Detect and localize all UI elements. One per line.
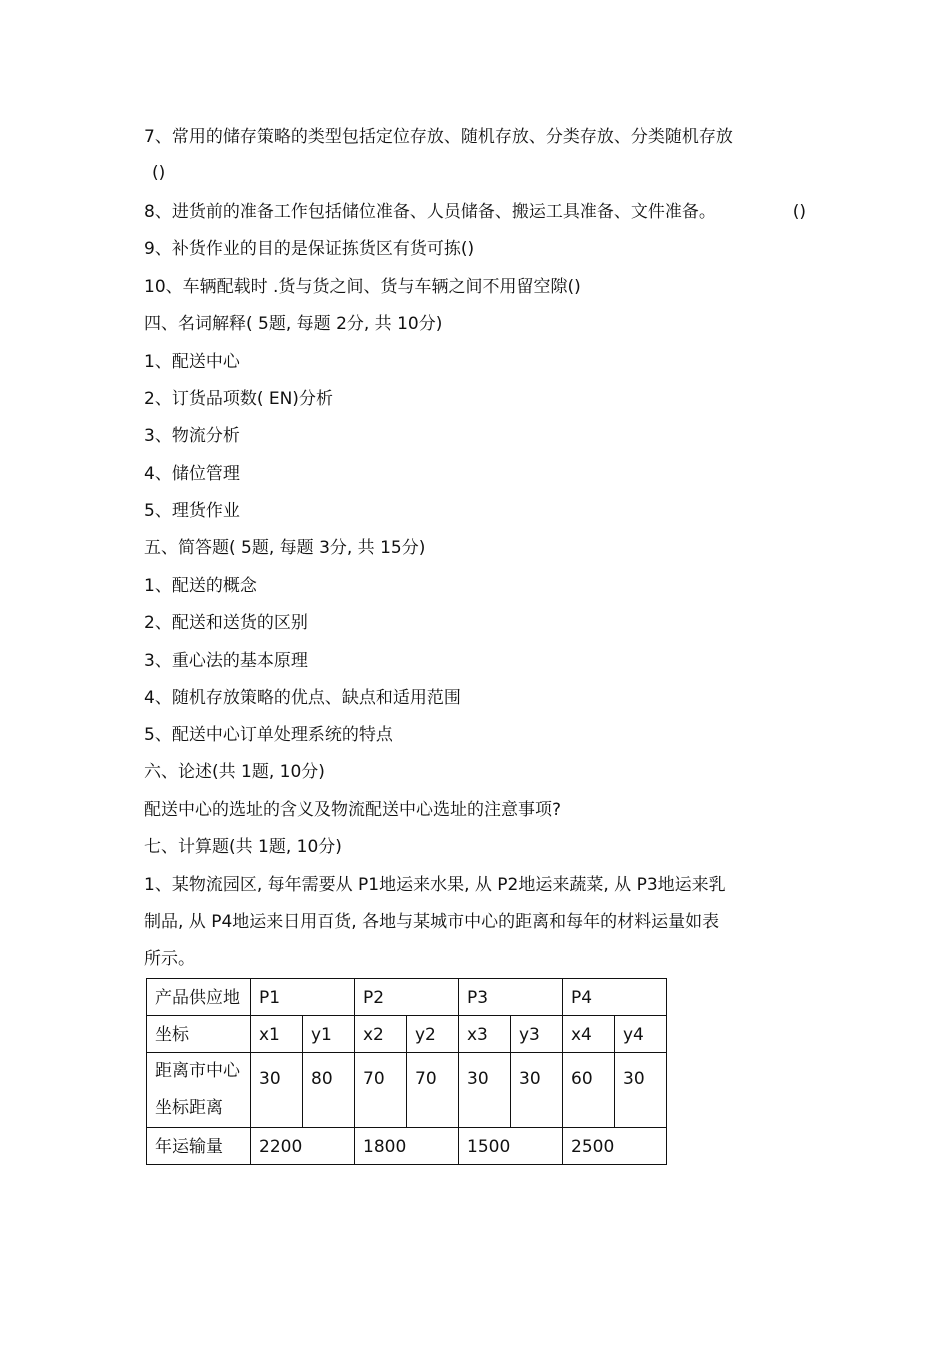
table-cell: 1800 xyxy=(355,1128,459,1165)
term-5: 5、理货作业 xyxy=(144,501,240,521)
short-answer-2: 2、配送和送货的区别 xyxy=(144,613,308,633)
short-answer-4: 4、随机存放策略的优点、缺点和适用范围 xyxy=(144,688,461,708)
calc-question-line1: 1、某物流园区, 每年需要从 P1地运来水果, 从 P2地运来蔬菜, 从 P3地运来乳 xyxy=(144,875,726,895)
table-cell: 80 xyxy=(303,1053,355,1128)
table-cell: x3 xyxy=(459,1016,511,1053)
table-cell: 70 xyxy=(407,1053,459,1128)
table-cell: 30 xyxy=(615,1053,667,1128)
table-cell: 2200 xyxy=(251,1128,355,1165)
supply-table xyxy=(146,978,667,1165)
short-answer-3: 3、重心法的基本原理 xyxy=(144,651,308,671)
question-7-paren: () xyxy=(152,163,166,183)
table-cell: x1 xyxy=(251,1016,303,1053)
table-cell: x2 xyxy=(355,1016,407,1053)
section-6-heading: 六、论述(共 1题, 10分) xyxy=(144,762,325,782)
table-cell-label: 产品供应地 xyxy=(147,979,251,1016)
essay-question: 配送中心的选址的含义及物流配送中心选址的注意事项? xyxy=(144,800,562,820)
term-1: 1、配送中心 xyxy=(144,352,240,372)
table-cell: y1 xyxy=(303,1016,355,1053)
table-cell: P3 xyxy=(459,979,563,1016)
question-7-line1: 7、常用的储存策略的类型包括定位存放、随机存放、分类存放、分类随机存放 xyxy=(144,127,733,147)
table-row xyxy=(147,1016,667,1053)
label-line: 坐标距离 xyxy=(155,1098,223,1118)
table-cell: 70 xyxy=(355,1053,407,1128)
question-10: 10、车辆配载时 .货与货之间、货与车辆之间不用留空隙() xyxy=(144,277,581,297)
table-cell-label: 坐标 xyxy=(147,1016,251,1053)
section-5-heading: 五、简答题( 5题, 每题 3分, 共 15分) xyxy=(144,538,426,558)
table-cell: 30 xyxy=(251,1053,303,1128)
table-row xyxy=(147,979,667,1016)
table-cell-label xyxy=(147,1053,251,1128)
term-4: 4、储位管理 xyxy=(144,464,240,484)
question-8-paren: () xyxy=(792,202,806,222)
table-cell: y4 xyxy=(615,1016,667,1053)
table-cell: y2 xyxy=(407,1016,459,1053)
table-row xyxy=(147,1053,667,1128)
table-cell: P1 xyxy=(251,979,355,1016)
term-3: 3、物流分析 xyxy=(144,426,240,446)
table-cell: 30 xyxy=(459,1053,511,1128)
table-cell: 30 xyxy=(511,1053,563,1128)
section-4-heading: 四、名词解释( 5题, 每题 2分, 共 10分) xyxy=(144,314,443,334)
question-8-text: 8、进货前的准备工作包括储位准备、人员储备、搬运工具准备、文件准备。 xyxy=(144,202,716,222)
label-line: 距离市中心 xyxy=(155,1061,240,1081)
table-cell: 60 xyxy=(563,1053,615,1128)
question-8 xyxy=(144,201,806,223)
table-row xyxy=(147,1128,667,1165)
table-cell: 2500 xyxy=(563,1128,667,1165)
calc-question-line3: 所示。 xyxy=(144,949,195,969)
term-2: 2、订货品项数( EN)分析 xyxy=(144,389,333,409)
calc-question-line2: 制品, 从 P4地运来日用百货, 各地与某城市中心的距离和每年的材料运量如表 xyxy=(144,912,720,932)
short-answer-5: 5、配送中心订单处理系统的特点 xyxy=(144,725,393,745)
table-cell: P2 xyxy=(355,979,459,1016)
section-7-heading: 七、计算题(共 1题, 10分) xyxy=(144,837,342,857)
question-9: 9、补货作业的目的是保证拣货区有货可拣() xyxy=(144,239,475,259)
table-cell: y3 xyxy=(511,1016,563,1053)
table-cell: P4 xyxy=(563,979,667,1016)
table-cell: x4 xyxy=(563,1016,615,1053)
short-answer-1: 1、配送的概念 xyxy=(144,576,257,596)
table-cell-label: 年运输量 xyxy=(147,1128,251,1165)
table-cell: 1500 xyxy=(459,1128,563,1165)
